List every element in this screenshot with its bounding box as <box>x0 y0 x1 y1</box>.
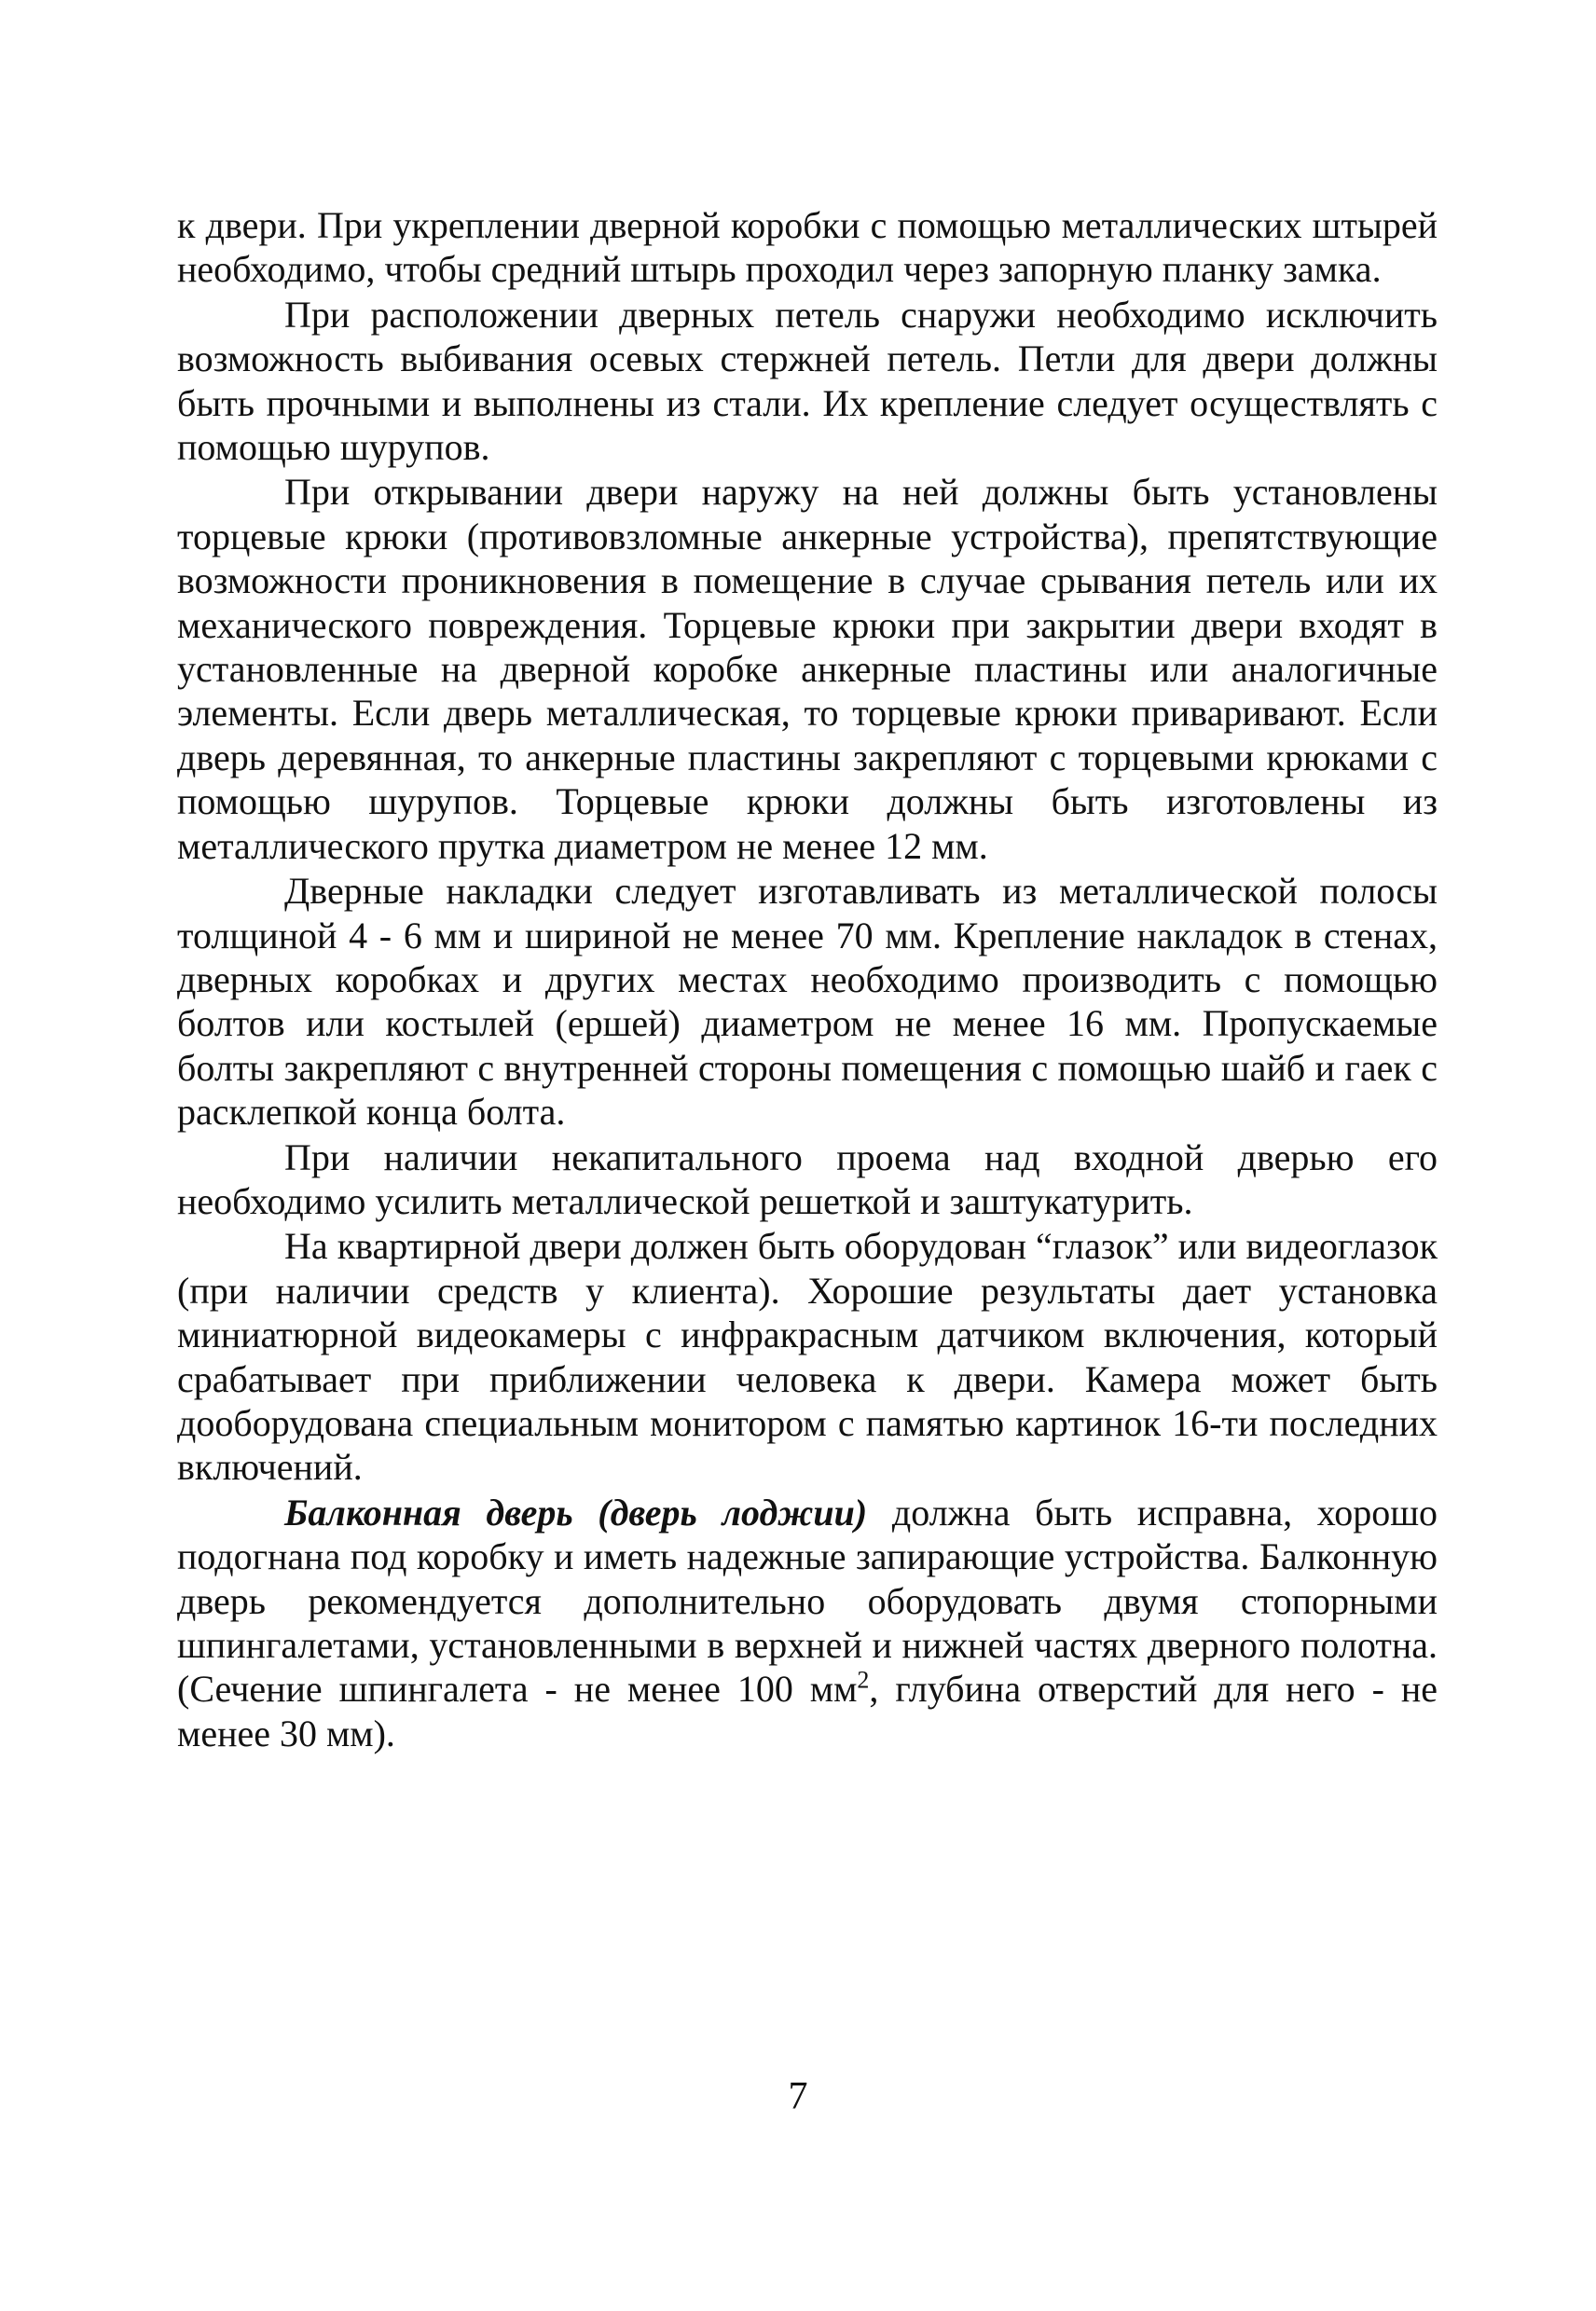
balcony-door-lead: Балконная дверь (дверь лоджии) <box>284 1491 868 1534</box>
superscript-two: 2 <box>857 1667 870 1695</box>
paragraph-peephole: На квартирной двери должен быть оборудован “глазок” или видеоглазок (при наличии средств у клиента). Хорошие результаты дает установка миниатюрной видеокамеры с инфракрасным датчиком включения, который срабатывает при приближении человека к двери. Камера может быть дооборудована специальным монитором с памятью картинок 16-ти последних включений. <box>177 1225 1438 1489</box>
page-body <box>177 203 1438 1755</box>
paragraph-door-hinges: При расположении дверных петель снаружи необходимо исключить возможность выбивания осевых стержней петель. Петли для двери должны быть прочными и выполнены из стали. Их крепление следует осуществлять с помощью шурупов. <box>177 293 1438 469</box>
paragraph-doorway-reinforcement: При наличии некапитального проема над входной дверью его необходимо усилить металлической решеткой и заштукатурить. <box>177 1135 1438 1222</box>
paragraph-end-hooks: При открывании двери наружу на ней должны быть установлены торцевые крюки (противовзломные анкерные устройства), препятствующие возможности проникновения в помещение в случае срывания петель или их механического повреждения. Торцевые крюки при закрытии двери входят в установленные на дверной коробке анкерные пластины или аналогичные элементы. Если дверь металлическая, то торцевые крюки приваривают. Если дверь деревянная, то анкерные пластины закрепляют с торцевыми крюками с помощью шурупов. Торцевые крюки должны быть изготовлены из металлического прутка диаметром не менее 12 мм. <box>177 471 1438 867</box>
balcony-door-text-end: , глубина отверстий для него - не менее 30 мм). <box>177 1668 1438 1754</box>
balcony-door-text: должна быть исправна, хорошо подогнана под коробку и иметь надежные запирающие устройства. Балконную дверь рекомендуется дополнительно оборудовать двумя стопорными шпингалетами, установленными в верхней и нижней частях дверного полотна. (Сечение шпингалета - не менее 100 мм <box>177 1491 1438 1711</box>
paragraph-door-plates: Дверные накладки следует изготавливать из металлической полосы толщиной 4 - 6 мм и шириной не менее 70 мм. Крепление накладок в стенах, дверных коробках и других местах необходимо производить с помощью болтов или костылей (ершей) диаметром не менее 16 мм. Пропускаемые болты закрепляют с внутренней стороны помещения с помощью шайб и гаек с расклепкой конца болта. <box>177 870 1438 1134</box>
paragraph-door-box-fastening: к двери. При укреплении дверной коробки с помощью металлических штырей необходимо, чтобы средний штырь проходил через запорную планку замка. <box>177 204 1438 291</box>
page-number: 7 <box>788 2075 808 2118</box>
paragraph-balcony-door <box>177 1491 1438 1755</box>
